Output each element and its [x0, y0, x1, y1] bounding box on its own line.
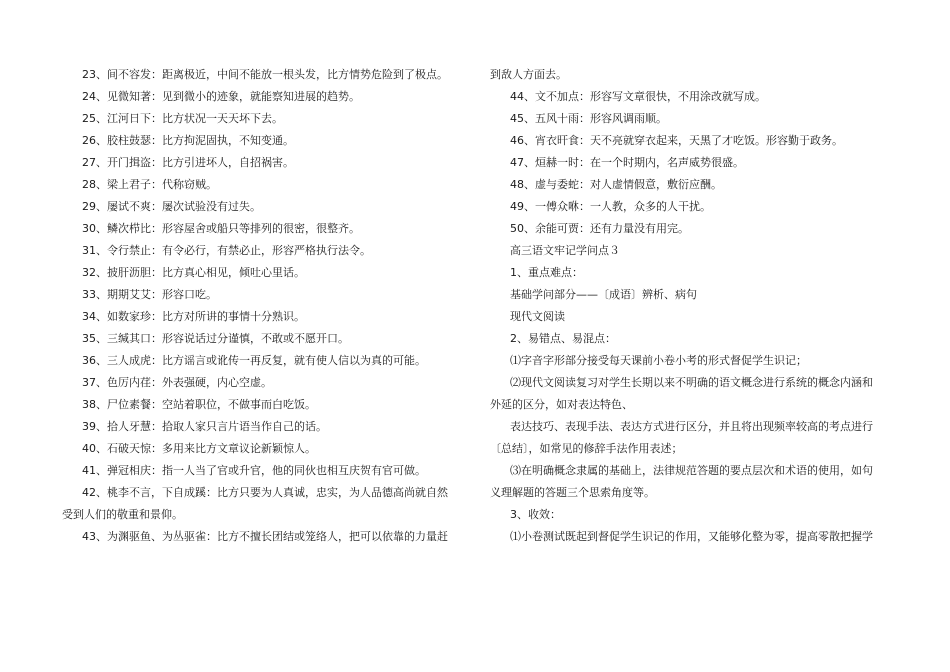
text-line: 1、重点难点：	[510, 266, 583, 279]
text-line: 〔总结〕，如常见的修辞手法作用表述；	[490, 442, 683, 455]
text-line: 42、桃李不言，下自成蹊：比方只要为人真诚，忠实，为人品德高尚就自然	[82, 486, 448, 499]
text-line: 43、为渊驱鱼、为丛驱雀：比方不擅长团结或笼络人，把可以依靠的力量赶	[82, 530, 448, 543]
text-line: 39、拾人牙慧：拾取人家只言片语当作自己的话。	[82, 420, 327, 433]
text-line: 38、尸位素餐：空站着职位，不做事而白吃饭。	[82, 398, 316, 411]
text-line: 30、鳞次栉比：形容屋舍或船只等排列的很密，很整齐。	[82, 222, 360, 235]
text-line: 28、梁上君子：代称窃贼。	[82, 178, 217, 191]
section-heading: 高三语文牢记学问点３	[510, 244, 620, 257]
text-line: 45、五风十雨：形容风调雨顺。	[510, 112, 667, 125]
text-line: ⑵现代文阅读复习对学生长期以来不明确的语文概念进行系统的概念内涵和	[510, 376, 873, 389]
text-line: 23、间不容发：距离极近，中间不能放一根头发，比方情势危险到了极点。	[82, 68, 448, 81]
text-line: 24、见微知著：见到微小的迹象，就能察知进展的趋势。	[82, 90, 360, 103]
left-column	[62, 64, 462, 548]
text-line: 现代文阅读	[510, 310, 565, 323]
text-line: 41、弹冠相庆：指一人当了官或升官，他的同伙也相互庆贺有官可做。	[82, 464, 426, 477]
text-line: 31、令行禁止：有令必行，有禁必止，形容严格执行法令。	[82, 244, 371, 257]
text-line: 46、宵衣旰食：天不亮就穿衣起来，天黑了才吃饭。形容勤于政务。	[510, 134, 843, 147]
text-line: ⑴字音字形部分接受每天课前小卷小考的形式督促学生识记；	[510, 354, 807, 367]
text-line: 29、屡试不爽：屡次试验没有过失。	[82, 200, 261, 213]
text-line: 3、收效：	[510, 508, 561, 521]
text-line: 50、余能可贾：还有力量没有用完。	[510, 222, 689, 235]
text-line: 37、色厉内荏：外表强硬，内心空虚。	[82, 376, 272, 389]
text-line: 表达技巧、表现手法、表达方式进行区分，并且将出现频率较高的考点进行	[510, 420, 873, 433]
text-line: 49、一傅众咻：一人教，众多的人干扰。	[510, 200, 711, 213]
text-line: 36、三人成虎：比方谣言或讹传一再反复，就有使人信以为真的可能。	[82, 354, 426, 367]
text-line: 2、易错点、易混点：	[510, 332, 616, 345]
text-line: 26、胶柱鼓瑟：比方拘泥固执，不知变通。	[82, 134, 294, 147]
text-line: 47、烜赫一时：在一个时期内，名声威势很盛。	[510, 156, 744, 169]
right-column	[490, 64, 890, 548]
text-line: ⑴小卷测试既起到督促学生识记的作用，又能够化整为零，提高零散把握学	[510, 530, 873, 543]
text-line: ⑶在明确概念隶属的基础上，法律规范答题的要点层次和术语的使用，如句	[510, 464, 873, 477]
text-line: 受到人们的敬重和景仰。	[62, 508, 183, 521]
text-line: 34、如数家珍：比方对所讲的事情十分熟识。	[82, 310, 305, 323]
text-line: 25、江河日下：比方状况一天天坏下去。	[82, 112, 283, 125]
text-line: 外延的区分，如对表达特色、	[490, 398, 633, 411]
text-line: 33、期期艾艾：形容口吃。	[82, 288, 217, 301]
text-line: 40、石破天惊：多用来比方文章议论新颖惊人。	[82, 442, 316, 455]
text-line: 35、三缄其口：形容说话过分谨慎，不敢或不愿开口。	[82, 332, 349, 345]
text-line: 到敌人方面去。	[490, 68, 567, 81]
text-line: 48、虚与委蛇：对人虚情假意，敷衍应酬。	[510, 178, 722, 191]
text-line: 27、开门揖盗：比方引进坏人，自招祸害。	[82, 156, 294, 169]
text-line: 基础学问部分——〔成语〕辨析、病句	[510, 288, 697, 301]
text-line: 44、文不加点：形容写文章很快，不用涂改就写成。	[510, 90, 766, 103]
text-line: 32、披肝沥胆：比方真心相见，倾吐心里话。	[82, 266, 305, 279]
text-line: 义理解题的答题三个思索角度等。	[490, 486, 655, 499]
